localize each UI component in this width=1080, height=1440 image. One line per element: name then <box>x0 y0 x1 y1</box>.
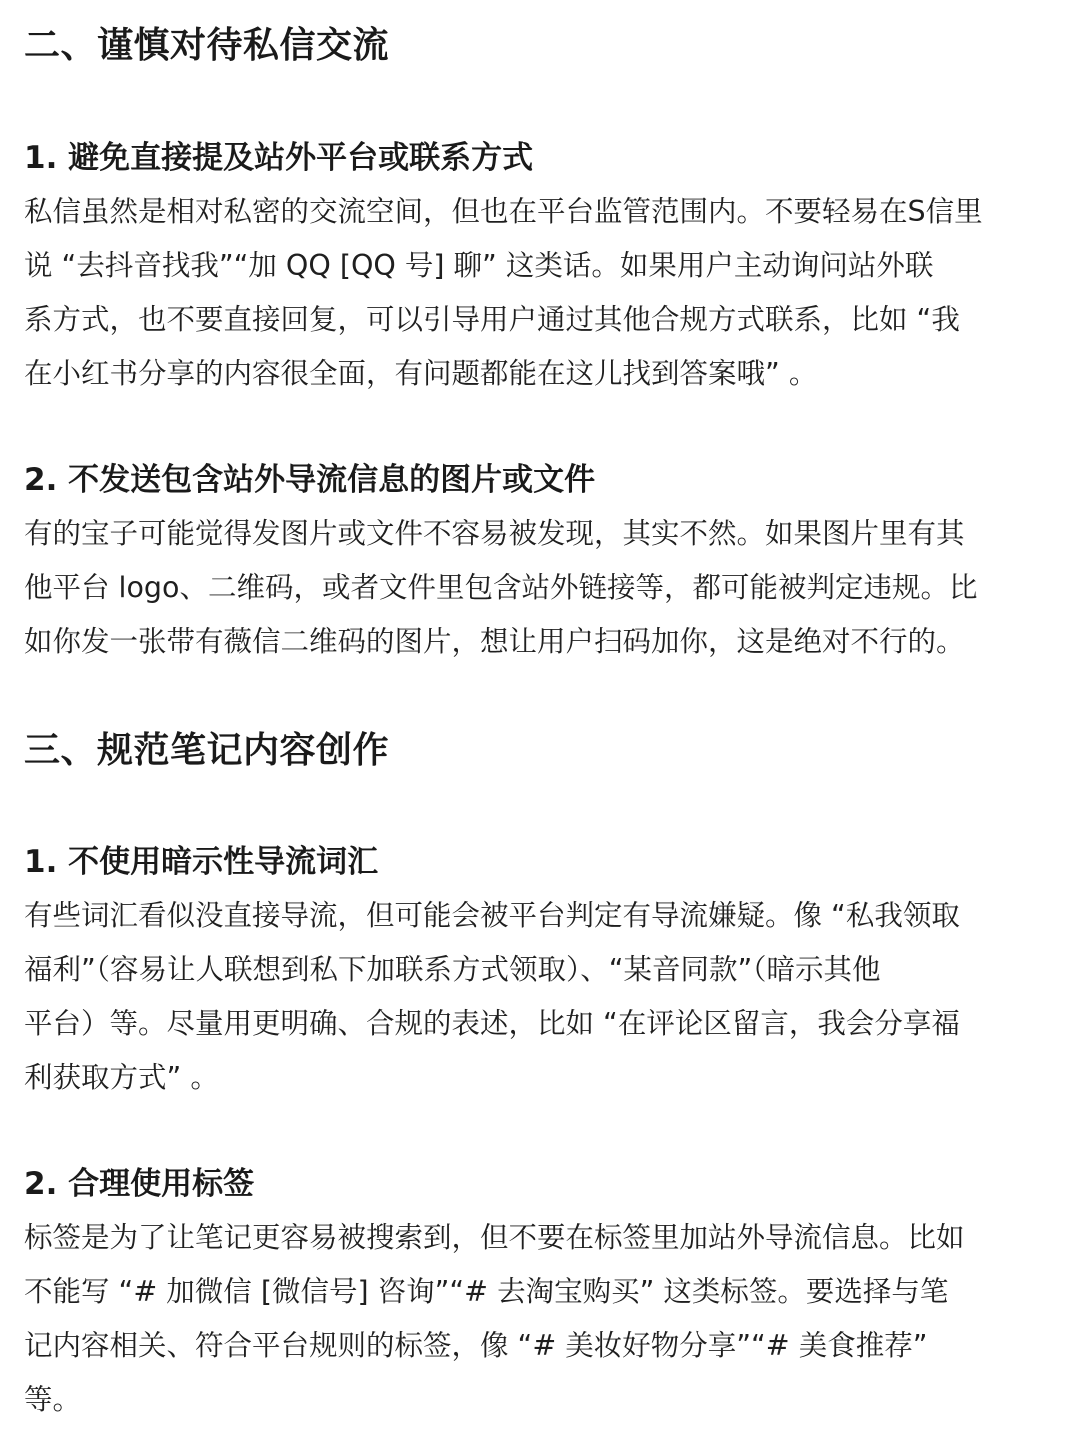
subsection-title: 2. 合理使用标签 <box>24 1166 255 1202</box>
paragraph-line: 私信虽然是相对私密的交流空间，但也在平台监管范围内。不要轻易在S信里 <box>24 195 983 228</box>
section-heading: 三、规范笔记内容创作 <box>24 730 390 771</box>
paragraph-line: 他平台 logo、二维码，或者文件里包含站外链接等，都可能被判定违规。比 <box>24 571 978 604</box>
paragraph-line: 如你发一张带有薇信二维码的图片，想让用户扫码加你，这是绝对不行的。 <box>24 625 965 658</box>
paragraph-line: 标签是为了让笔记更容易被搜索到，但不要在标签里加站外导流信息。比如 <box>24 1221 965 1254</box>
subsection-title: 1. 不使用暗示性导流词汇 <box>24 844 379 880</box>
paragraph-line: 福利”（容易让人联想到私下加联系方式领取）、“某音同款”（暗示其他 <box>24 953 881 986</box>
section-heading: 二、谨慎对待私信交流 <box>24 25 390 66</box>
paragraph-line: 不能写 “# 加微信 [微信号] 咨询”“# 去淘宝购买” 这类标签。要选择与笔 <box>24 1275 949 1308</box>
paragraph-line: 平台）等。尽量用更明确、合规的表述，比如 “在评论区留言，我会分享福 <box>24 1007 960 1040</box>
paragraph-line: 记内容相关、符合平台规则的标签，像 “# 美妆好物分享”“# 美食推荐” <box>24 1329 928 1362</box>
subsection-title: 2. 不发送包含站外导流信息的图片或文件 <box>24 462 596 498</box>
paragraph-line: 利获取方式” 。 <box>24 1061 219 1094</box>
paragraph-line: 等。 <box>24 1383 82 1416</box>
paragraph-line: 有的宝子可能觉得发图片或文件不容易被发现，其实不然。如果图片里有其 <box>24 517 965 550</box>
subsection-title: 1. 避免直接提及站外平台或联系方式 <box>24 140 534 176</box>
paragraph-line: 系方式，也不要直接回复，可以引导用户通过其他合规方式联系，比如 “我 <box>24 303 960 336</box>
paragraph-line: 在小红书分享的内容很全面，有问题都能在这儿找到答案哦” 。 <box>24 357 818 390</box>
paragraph-line: 有些词汇看似没直接导流，但可能会被平台判定有导流嫌疑。像 “私我领取 <box>24 899 960 932</box>
paragraph-line: 说 “去抖音找我”“加 QQ [QQ 号] 聊” 这类话。如果用户主动询问站外联 <box>24 249 934 282</box>
